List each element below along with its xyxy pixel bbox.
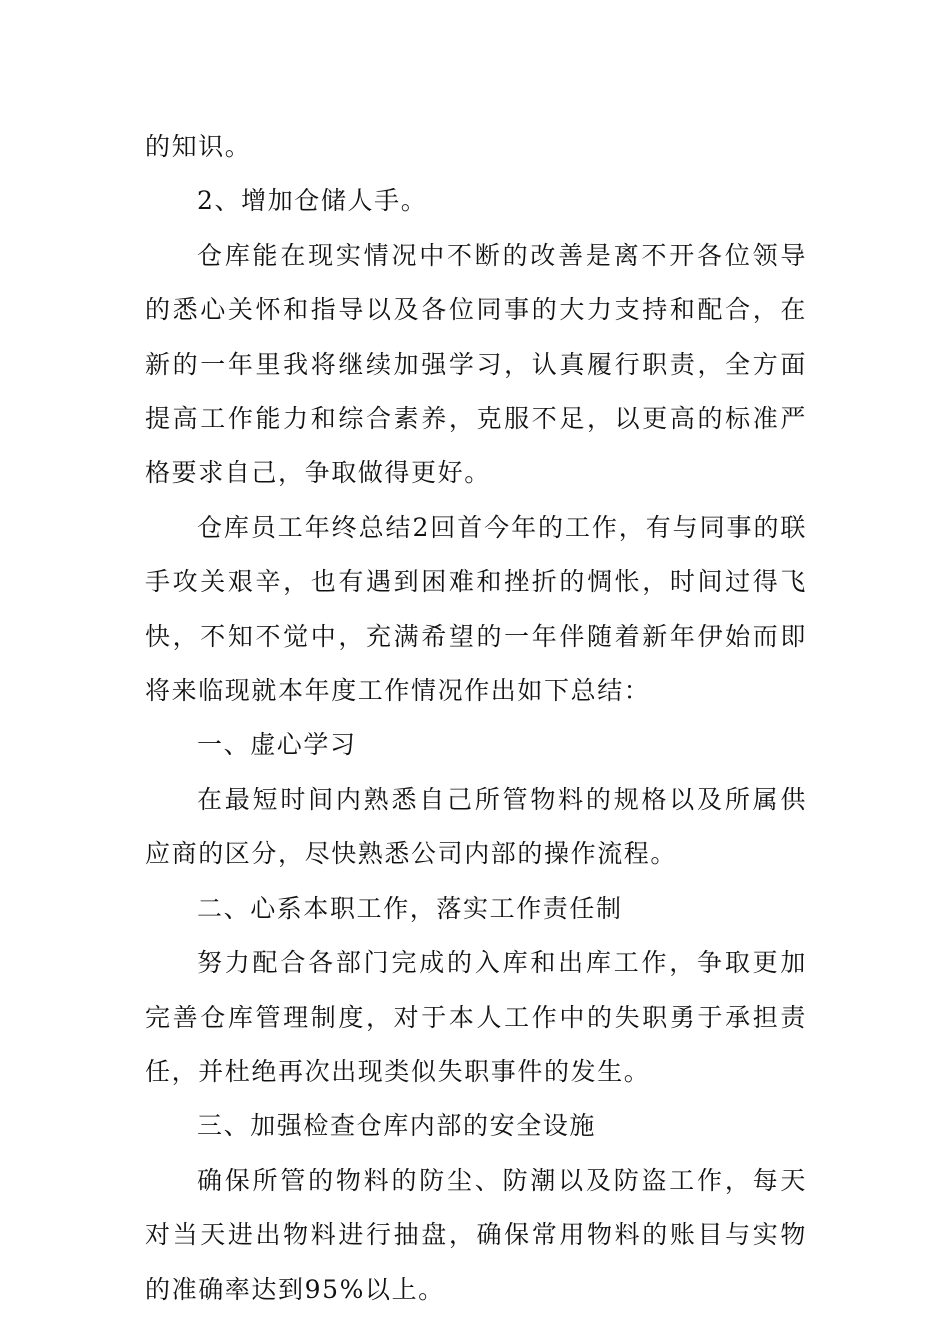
paragraph-section-2: 努力配合各部门完成的入库和出库工作，争取更加完善仓库管理制度，对于本人工作中的失职勇于承担责任，并杜绝再次出现类似失职事件的发生。 <box>145 948 807 1086</box>
section-heading-3: 三、加强检查仓库内部的安全设施 <box>197 1111 597 1141</box>
document-body <box>145 120 807 1317</box>
paragraph-summary-intro: 仓库员工年终总结2回首今年的工作，有与同事的联手攻关艰辛，也有遇到困难和挫折的惆怅，时间过得飞快，不知不觉中，充满希望的一年伴随着新年伊始而即将来临现就本年度工作情况作出如下总结： <box>145 512 807 706</box>
paragraph-section-1: 在最短时间内熟悉自己所管物料的规格以及所属供应商的区分，尽快熟悉公司内部的操作流程。 <box>145 784 807 869</box>
paragraph-improvement: 仓库能在现实情况中不断的改善是离不开各位领导的悉心关怀和指导以及各位同事的大力支持和配合，在新的一年里我将继续加强学习，认真履行职责，全方面提高工作能力和综合素养，克服不足，以更高的标准严格要求自己，争取做得更好。 <box>145 240 807 488</box>
list-item-add-staff: 2、增加仓储人手。 <box>197 186 428 216</box>
section-heading-1: 一、虚心学习 <box>197 730 357 760</box>
paragraph-section-3: 确保所管的物料的防尘、防潮以及防盗工作，每天对当天进出物料进行抽盘，确保常用物料的账目与实物的准确率达到95%以上。 <box>145 1165 807 1304</box>
paragraph-continuation: 的知识。 <box>145 132 252 161</box>
section-heading-2: 二、心系本职工作，落实工作责任制 <box>197 893 623 923</box>
